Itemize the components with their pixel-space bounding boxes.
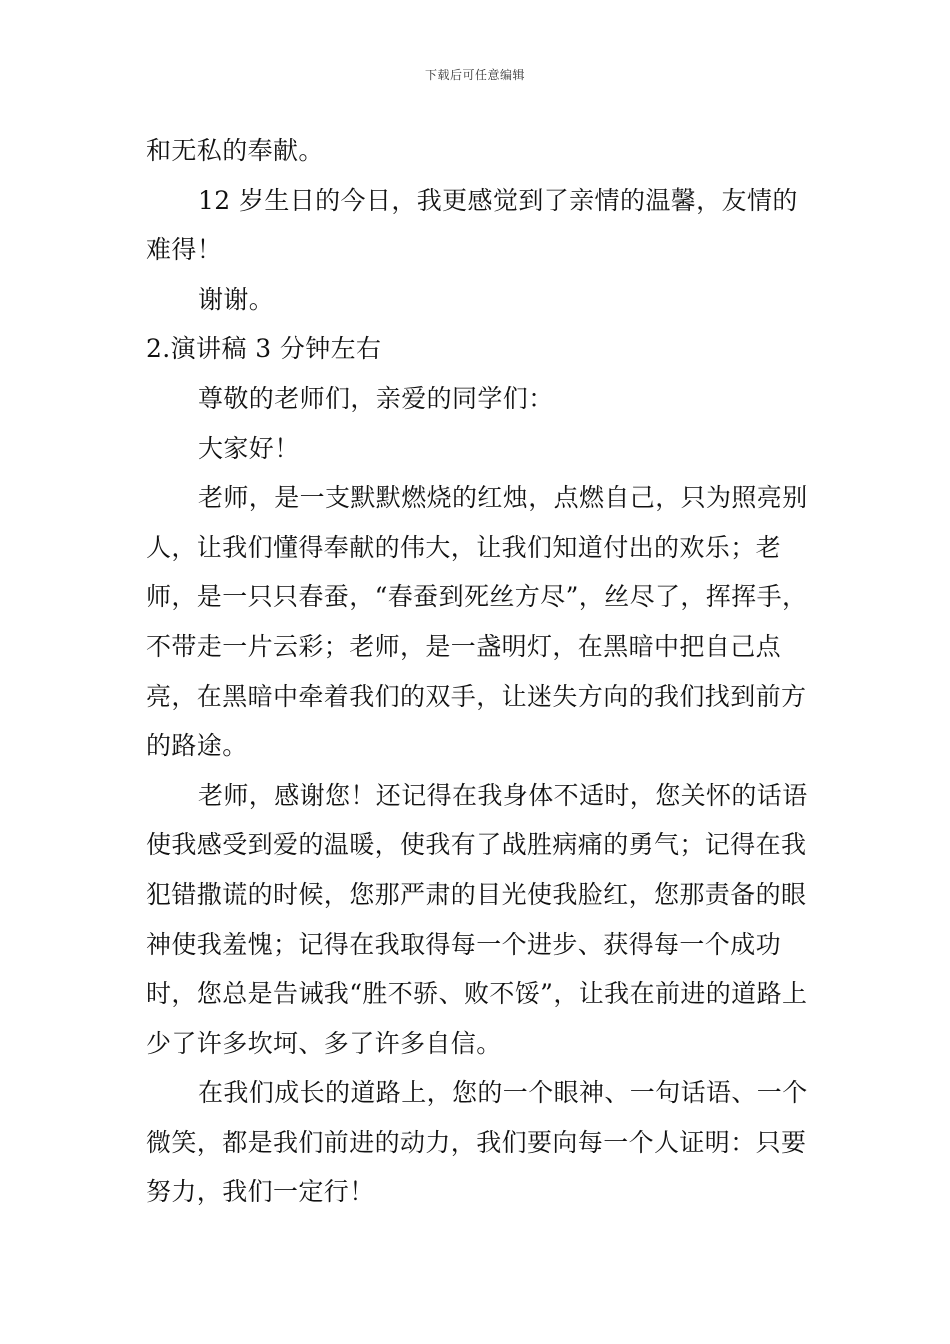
paragraph-continuation: 和无私的奉献。 bbox=[146, 136, 324, 165]
paragraph-greeting: 大家好！ bbox=[198, 433, 300, 463]
paragraph-teacher-thanks: 老师，感谢您！还记得在我身体不适时，您关怀的话语使我感受到爱的温暖，使我有了战胜病痛的勇气；记得在我犯错撒谎的时候，您那严肃的目光使我脸红，您那责备的眼神使我羞愧；记得在我取得每一个进步、获得每一个成功时，您总是告诫我“胜不骄、败不馁”，让我在前进的道路上少了许多坎坷、多了许多自信。 bbox=[146, 780, 808, 1058]
paragraph-growth: 在我们成长的道路上，您的一个眼神、一句话语、一个微笑，都是我们前进的动力，我们要向每一个人证明：只要努力，我们一定行！ bbox=[146, 1078, 808, 1207]
paragraph-salutation: 尊敬的老师们，亲爱的同学们： bbox=[198, 383, 554, 413]
document-body bbox=[146, 126, 810, 1217]
header-note: 下载后可任意编辑 bbox=[424, 68, 525, 82]
paragraph-thanks: 谢谢。 bbox=[198, 284, 275, 314]
paragraph-birthday: 12 岁生日的今日，我更感觉到了亲情的温馨，友情的难得！ bbox=[146, 185, 798, 265]
section-heading: 2.演讲稿 3 分钟左右 bbox=[146, 334, 382, 364]
paragraph-teacher-metaphor: 老师，是一支默默燃烧的红烛，点燃自己，只为照亮别人，让我们懂得奉献的伟大，让我们知道付出的欢乐；老师，是一只只春蚕，“春蚕到死丝方尽”，丝尽了，挥挥手，不带走一片云彩；老师，是一盏明灯，在黑暗中把自己点亮，在黑暗中牵着我们的双手，让迷失方向的我们找到前方的路途。 bbox=[146, 483, 808, 761]
